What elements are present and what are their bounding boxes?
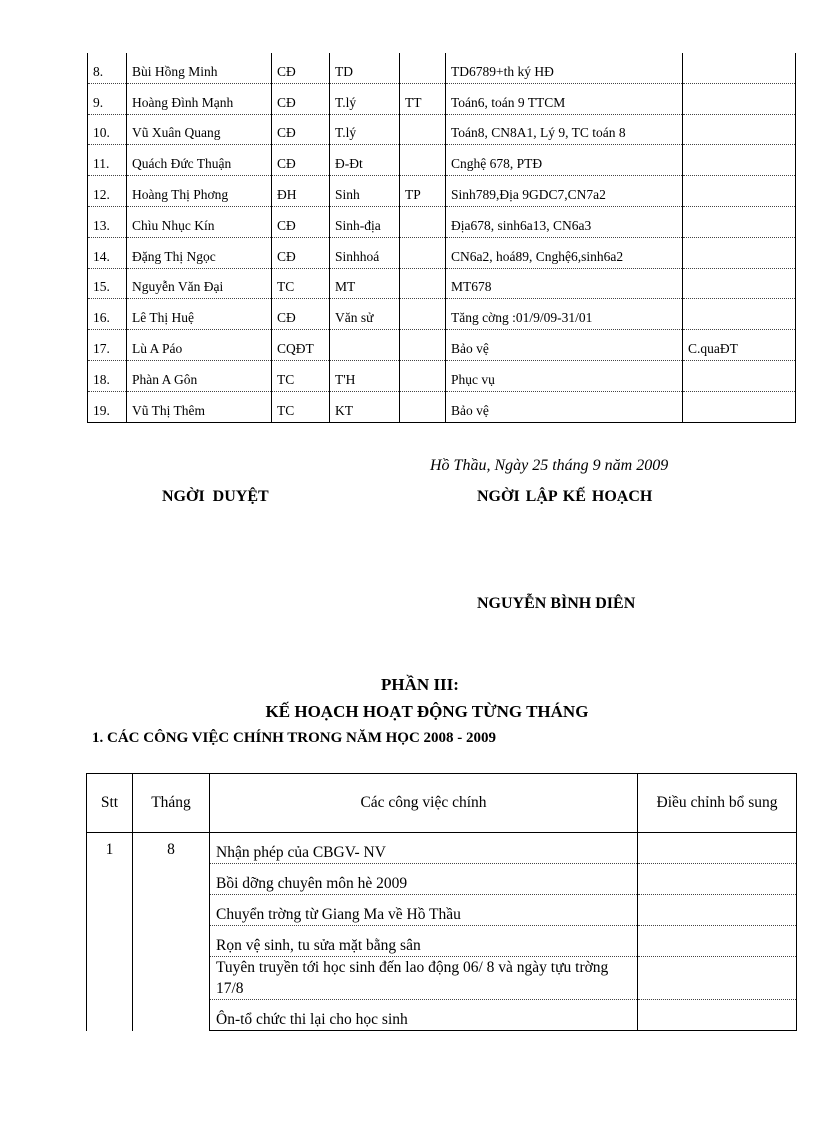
staff-cell: Đặng Thị Ngọc [127, 237, 272, 268]
plan-task: Tuyên truyền tới học sinh đến lao động 06/ 8 và ngày tựu trờng 17/8 [210, 957, 638, 1000]
staff-cell [400, 391, 446, 422]
staff-cell: T.lý [330, 114, 400, 145]
staff-cell [400, 206, 446, 237]
staff-cell: 12. [88, 176, 127, 207]
staff-cell: 9. [88, 83, 127, 114]
staff-row [88, 53, 796, 83]
staff-cell: Lê Thị Huệ [127, 299, 272, 330]
staff-cell: C.quaĐT [683, 330, 796, 361]
staff-cell: 15. [88, 268, 127, 299]
staff-cell: Đ-Đt [330, 145, 400, 176]
staff-cell: Địa678, sinh6a13, CN6a3 [446, 206, 683, 237]
plan-task: Bồi dỡng chuyên môn hè 2009 [210, 864, 638, 895]
staff-cell [400, 114, 446, 145]
plan-stt: 1 [87, 833, 133, 1031]
staff-cell: CĐ [272, 145, 330, 176]
part-heading: PHẦN III: [381, 675, 459, 694]
planner-name: NGUYỄN BÌNH DIÊN [477, 595, 636, 612]
staff-row [88, 176, 796, 207]
staff-cell: CĐ [272, 114, 330, 145]
staff-row [88, 299, 796, 330]
plan-task: Ôn-tổ chức thi lại cho học sinh [210, 1000, 638, 1031]
staff-cell: CĐ [272, 53, 330, 83]
staff-table [87, 53, 796, 423]
staff-cell: TC [272, 391, 330, 422]
staff-cell: CĐ [272, 299, 330, 330]
plan-task: Nhận phép của CBGV- NV [210, 833, 638, 864]
staff-cell: MT678 [446, 268, 683, 299]
monthly-plan-table [86, 773, 797, 1031]
staff-cell: 16. [88, 299, 127, 330]
plan-adjust-cell [638, 957, 797, 1000]
staff-cell: CN6a2, hoá89, Cnghệ6,sinh6a2 [446, 237, 683, 268]
staff-cell: 19. [88, 391, 127, 422]
header-stt: Stt [87, 774, 133, 833]
staff-cell: 18. [88, 360, 127, 391]
staff-cell [683, 145, 796, 176]
staff-cell: 17. [88, 330, 127, 361]
plan-row [87, 833, 797, 864]
staff-cell: Vũ Xuân Quang [127, 114, 272, 145]
staff-cell: Toán6, toán 9 TTCM [446, 83, 683, 114]
staff-cell: Nguyễn Văn Đại [127, 268, 272, 299]
staff-cell: 13. [88, 206, 127, 237]
staff-cell: Cnghệ 678, PTĐ [446, 145, 683, 176]
staff-cell: TD6789+th ký HĐ [446, 53, 683, 83]
header-adjust: Điều chỉnh bổ sung [638, 774, 797, 833]
staff-cell: Phục vụ [446, 360, 683, 391]
staff-cell: 8. [88, 53, 127, 83]
staff-cell [683, 83, 796, 114]
staff-cell [683, 268, 796, 299]
staff-cell: CĐ [272, 83, 330, 114]
staff-cell: 11. [88, 145, 127, 176]
staff-cell [683, 299, 796, 330]
staff-row [88, 83, 796, 114]
staff-cell: Chìu Nhục Kín [127, 206, 272, 237]
staff-row [88, 237, 796, 268]
staff-cell [683, 176, 796, 207]
staff-cell [330, 330, 400, 361]
staff-cell: Lù A Páo [127, 330, 272, 361]
staff-cell: CĐ [272, 206, 330, 237]
staff-cell: Phàn A Gôn [127, 360, 272, 391]
staff-cell: Văn sử [330, 299, 400, 330]
plan-adjust-cell [638, 926, 797, 957]
approver-label: NGỜI DUYỆT [162, 488, 269, 505]
staff-cell: MT [330, 268, 400, 299]
staff-cell: KT [330, 391, 400, 422]
staff-cell: T.lý [330, 83, 400, 114]
staff-cell: T'H [330, 360, 400, 391]
staff-cell: CQĐT [272, 330, 330, 361]
signing-date: Hồ Thầu, Ngày 25 tháng 9 năm 2009 [430, 457, 669, 474]
staff-cell: 14. [88, 237, 127, 268]
staff-row [88, 330, 796, 361]
staff-cell: Quách Đức Thuận [127, 145, 272, 176]
staff-cell [400, 53, 446, 83]
staff-cell [400, 360, 446, 391]
staff-cell [683, 360, 796, 391]
staff-row [88, 391, 796, 422]
staff-cell: Hoàng Thị Phơng [127, 176, 272, 207]
staff-cell: ĐH [272, 176, 330, 207]
staff-row [88, 145, 796, 176]
staff-cell: Sinh [330, 176, 400, 207]
staff-cell: TP [400, 176, 446, 207]
staff-table-body [88, 53, 796, 422]
staff-cell [683, 114, 796, 145]
staff-row [88, 268, 796, 299]
staff-cell: Bảo vệ [446, 391, 683, 422]
staff-cell [683, 391, 796, 422]
plan-adjust-cell [638, 1000, 797, 1031]
staff-cell: Toán8, CN8A1, Lý 9, TC toán 8 [446, 114, 683, 145]
staff-cell [400, 330, 446, 361]
staff-cell: Sinhhoá [330, 237, 400, 268]
plan-month: 8 [133, 833, 210, 1031]
staff-cell: Bảo vệ [446, 330, 683, 361]
staff-row [88, 360, 796, 391]
staff-cell: Tăng cờng :01/9/09-31/01 [446, 299, 683, 330]
staff-cell [400, 237, 446, 268]
header-tasks: Các công việc chính [210, 774, 638, 833]
staff-cell: TD [330, 53, 400, 83]
staff-cell: 10. [88, 114, 127, 145]
staff-row [88, 206, 796, 237]
staff-cell: TT [400, 83, 446, 114]
staff-cell: TC [272, 268, 330, 299]
staff-cell [683, 53, 796, 83]
staff-cell: Sinh-địa [330, 206, 400, 237]
header-month: Tháng [133, 774, 210, 833]
planner-label: NGỜI LẬP KẾ HOẠCH [477, 488, 653, 505]
plan-task: Rọn vệ sinh, tu sửa mặt bằng sân [210, 926, 638, 957]
staff-cell: Sinh789,Địa 9GDC7,CN7a2 [446, 176, 683, 207]
plan-title: KẾ HOẠCH HOẠT ĐỘNG TỪNG THÁNG [265, 702, 589, 721]
section-heading: 1. CÁC CÔNG VIỆC CHÍNH TRONG NĂM HỌC 2008 - 2009 [92, 730, 497, 746]
plan-adjust-cell [638, 895, 797, 926]
staff-cell [683, 237, 796, 268]
plan-task: Chuyển trờng từ Giang Ma về Hồ Thầu [210, 895, 638, 926]
staff-cell [400, 299, 446, 330]
staff-cell: Bùi Hồng Minh [127, 53, 272, 83]
plan-adjust-cell [638, 864, 797, 895]
staff-cell [683, 206, 796, 237]
staff-cell: TC [272, 360, 330, 391]
staff-cell: Vũ Thị Thêm [127, 391, 272, 422]
staff-row [88, 114, 796, 145]
plan-table-body [87, 833, 797, 1031]
staff-cell: CĐ [272, 237, 330, 268]
plan-header-row [87, 774, 797, 833]
staff-cell [400, 145, 446, 176]
staff-cell [400, 268, 446, 299]
plan-adjust-cell [638, 833, 797, 864]
staff-cell: Hoàng Đình Mạnh [127, 83, 272, 114]
